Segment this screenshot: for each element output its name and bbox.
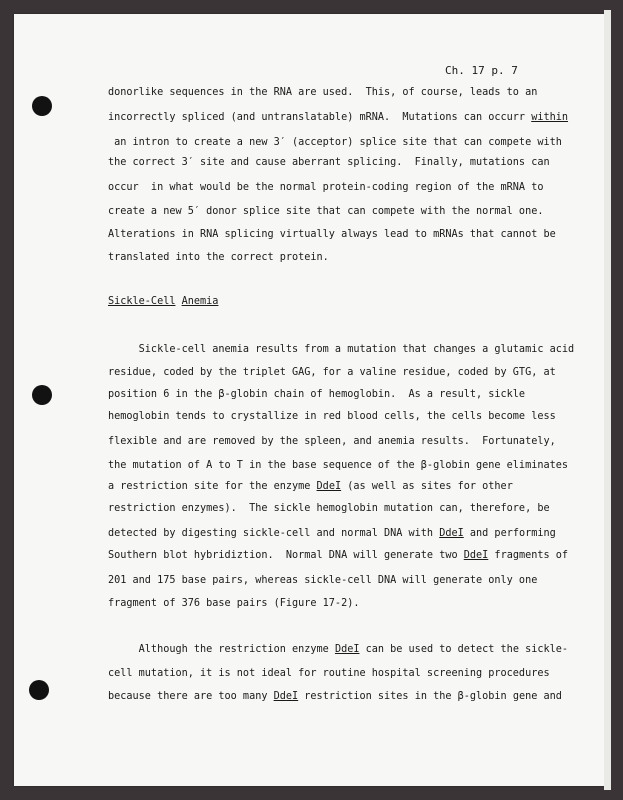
text-line: Southern blot hybridiztion. Normal DNA will generate two DdeI fragments of xyxy=(108,550,569,561)
binder-hole-middle xyxy=(32,385,52,405)
underlined-word: within xyxy=(531,112,569,123)
text-line: create a new 5′ donor splice site that can compete with the normal one. xyxy=(108,206,544,217)
text-line: hemoglobin tends to crystallize in red blood cells, the cells become less xyxy=(108,411,556,422)
text-line: detected by digesting sickle-cell and normal DNA with DdeI and performing xyxy=(108,528,556,539)
binder-hole-bottom xyxy=(29,680,49,700)
text-line: cell mutation, it is not ideal for routine hospital screening procedures xyxy=(108,668,550,679)
text-line: residue, coded by the triplet GAG, for a valine residue, coded by GTG, at xyxy=(108,367,556,378)
text-line: translated into the correct protein. xyxy=(108,252,329,263)
text-line: occur in what would be the normal protein-coding region of the mRNA to xyxy=(108,182,544,193)
section-heading: Sickle-Cell Anemia xyxy=(108,296,219,307)
page-edge xyxy=(604,10,611,790)
text-line: fragment of 376 base pairs (Figure 17-2). xyxy=(108,598,360,609)
text-line: Sickle-cell anemia results from a mutation that changes a glutamic acid xyxy=(108,344,575,355)
text-line: Although the restriction enzyme DdeI can be used to detect the sickle- xyxy=(108,644,569,655)
text-line: position 6 in the β-globin chain of hemoglobin. As a result, sickle xyxy=(108,389,526,400)
page-header: Ch. 17 p. 7 xyxy=(445,64,518,77)
text-line: an intron to create a new 3′ (acceptor) splice site that can compete with xyxy=(108,137,562,148)
text-line: incorrectly spliced (and untranslatable) mRNA. Mutations can occurr within xyxy=(108,112,569,123)
enzyme-name: DdeI xyxy=(463,550,489,561)
text-line: a restriction site for the enzyme DdeI (as well as sites for other xyxy=(108,481,513,492)
text-line: Alterations in RNA splicing virtually always lead to mRNAs that cannot be xyxy=(108,229,556,240)
binder-hole-top xyxy=(32,96,52,116)
text-line: the mutation of A to T in the base sequence of the β-globin gene eliminates xyxy=(108,460,569,471)
enzyme-name: DdeI xyxy=(273,691,299,702)
text-line: because there are too many DdeI restriction sites in the β-globin gene and xyxy=(108,691,562,702)
enzyme-name: DdeI xyxy=(334,644,360,655)
text-line: the correct 3′ site and cause aberrant splicing. Finally, mutations can xyxy=(108,157,550,168)
enzyme-name: DdeI xyxy=(316,481,342,492)
text-line: donorlike sequences in the RNA are used. This, of course, leads to an xyxy=(108,87,538,98)
enzyme-name: DdeI xyxy=(439,528,464,539)
text-line: restriction enzymes). The sickle hemoglobin mutation can, therefore, be xyxy=(108,503,550,514)
text-line: 201 and 175 base pairs, whereas sickle-cell DNA will generate only one xyxy=(108,575,538,586)
text-line: flexible and are removed by the spleen, and anemia results. Fortunately, xyxy=(108,436,556,447)
